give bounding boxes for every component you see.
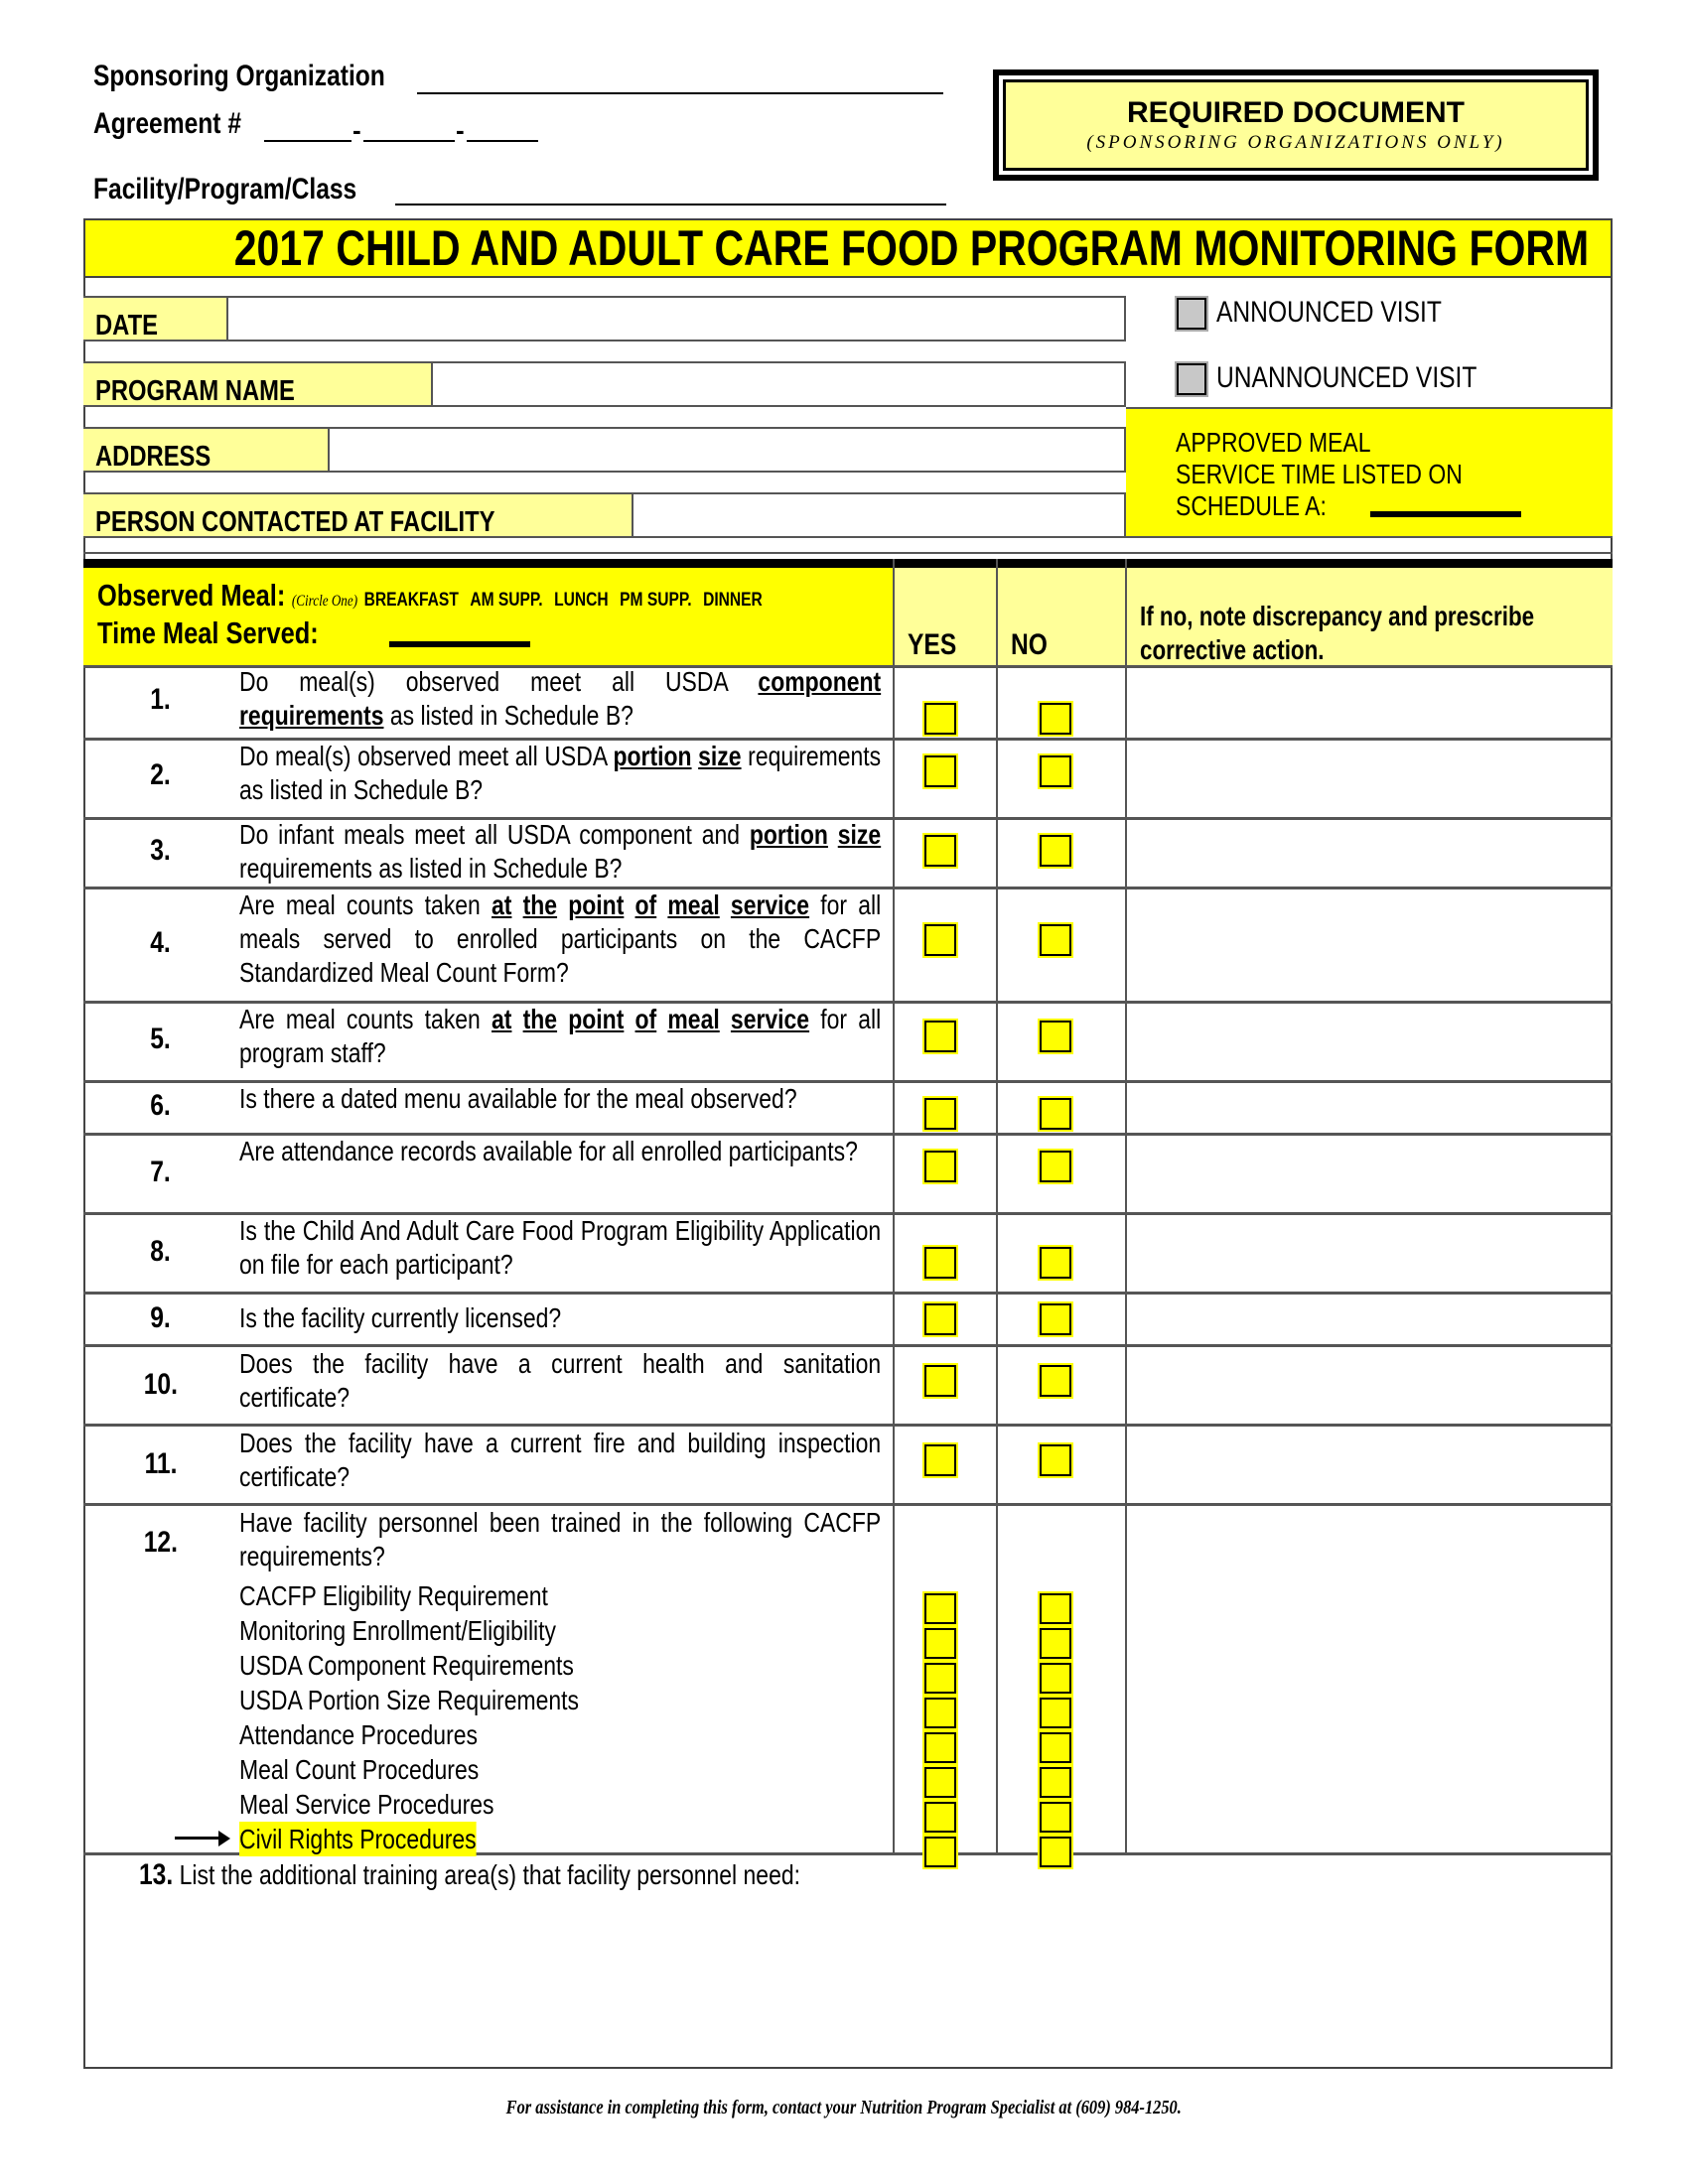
- question-2-text: Do meal(s) observed meet all USDA portion size requirements as listed in Schedule B?: [239, 741, 882, 805]
- training-item-civil-rights: Civil Rights Procedures: [239, 1824, 477, 1854]
- section-divider-thin: [83, 552, 1613, 554]
- date-row: [83, 296, 1126, 341]
- agreement-dash-1: -: [352, 115, 361, 145]
- question-5-no-checkbox[interactable]: [1040, 1021, 1071, 1052]
- facility-line: [93, 173, 414, 206]
- facility-field[interactable]: [395, 204, 946, 205]
- question-7-yes-checkbox[interactable]: [924, 1151, 956, 1182]
- agreement-line: [93, 107, 274, 141]
- question-12-text: Have facility personnel been trained in the following CACFP requirements?: [239, 1507, 882, 1571]
- required-document-box: [993, 69, 1599, 181]
- training-attendance-no-checkbox[interactable]: [1040, 1732, 1071, 1763]
- training-monitoring-yes-checkbox[interactable]: [924, 1628, 956, 1659]
- unannounced-visit-checkbox[interactable]: [1177, 363, 1206, 395]
- column-divider-note: [1125, 559, 1127, 1854]
- question-10-no-checkbox[interactable]: [1040, 1365, 1071, 1397]
- announced-visit-checkbox[interactable]: [1177, 298, 1206, 330]
- training-item-meal-service: Meal Service Procedures: [239, 1789, 494, 1820]
- approved-meal-time-box: [1126, 407, 1613, 538]
- question-number-10: 10.: [143, 1368, 179, 1401]
- training-item-portion-size: USDA Portion Size Requirements: [239, 1685, 580, 1715]
- program-name-label: PROGRAM NAME: [83, 363, 433, 405]
- arrow-head-icon: [218, 1831, 230, 1846]
- question-7-text: Are attendance records available for all enrolled participants?: [239, 1136, 858, 1166]
- training-item-eligibility: CACFP Eligibility Requirement: [239, 1580, 548, 1611]
- agreement-part-3-field[interactable]: [467, 140, 538, 142]
- unannounced-visit-label: UNANNOUNCED VISIT: [1216, 361, 1477, 394]
- training-component-no-checkbox[interactable]: [1040, 1663, 1071, 1694]
- question-9-text: Is the facility currently licensed?: [239, 1302, 562, 1333]
- meal-option-pm-supp[interactable]: PM SUPP.: [620, 590, 692, 611]
- sponsoring-organization-field[interactable]: [417, 92, 943, 94]
- meal-option-breakfast[interactable]: BREAKFAST: [363, 590, 459, 611]
- form-title: 2017 CHILD AND ADULT CARE FOOD PROGRAM MONITORING FORM: [233, 220, 1590, 276]
- question-6-text: Is there a dated menu available for the meal observed?: [239, 1083, 797, 1114]
- question-4-no-checkbox[interactable]: [1040, 924, 1071, 956]
- address-label: ADDRESS: [83, 429, 330, 471]
- agreement-dash-2: -: [456, 115, 465, 145]
- person-contacted-input[interactable]: [635, 494, 1124, 536]
- yes-column-header: YES: [894, 568, 997, 666]
- training-meal-count-yes-checkbox[interactable]: [924, 1767, 956, 1798]
- meal-option-dinner[interactable]: DINNER: [703, 590, 763, 611]
- question-6-yes-checkbox[interactable]: [924, 1098, 956, 1130]
- section-divider-thick: [83, 559, 1613, 568]
- approved-meal-line-3: SCHEDULE A:: [1176, 490, 1327, 521]
- question-10-yes-checkbox[interactable]: [924, 1365, 956, 1397]
- question-11-yes-checkbox[interactable]: [924, 1444, 956, 1476]
- question-8-no-checkbox[interactable]: [1040, 1247, 1071, 1279]
- training-eligibility-no-checkbox[interactable]: [1040, 1593, 1071, 1624]
- question-number-13: 13.: [139, 1858, 174, 1891]
- training-meal-count-no-checkbox[interactable]: [1040, 1767, 1071, 1798]
- announced-visit-label: ANNOUNCED VISIT: [1216, 296, 1442, 329]
- training-meal-service-no-checkbox[interactable]: [1040, 1802, 1071, 1833]
- approved-meal-line-1: APPROVED MEAL: [1176, 427, 1371, 458]
- question-3-text: Do infant meals meet all USDA component and portion size requirements as listed in Schedule B?: [239, 819, 882, 884]
- additional-training-textarea[interactable]: [99, 1906, 1599, 2055]
- question-number-6: 6.: [150, 1089, 172, 1122]
- question-number-5: 5.: [150, 1023, 172, 1055]
- question-13-text: List the additional training area(s) that facility personnel need:: [179, 1859, 800, 1890]
- note-column-header: If no, note discrepancy and prescribe corrective action.: [1126, 568, 1613, 666]
- approved-meal-time-field[interactable]: [1370, 511, 1521, 517]
- agreement-part-1-field[interactable]: [264, 140, 352, 142]
- time-meal-served-label: Time Meal Served:: [97, 615, 319, 650]
- announced-visit-option[interactable]: [1177, 296, 1491, 330]
- question-2-no-checkbox[interactable]: [1040, 755, 1071, 787]
- training-portion-no-checkbox[interactable]: [1040, 1698, 1071, 1728]
- person-contacted-row: [83, 492, 1126, 538]
- arrow-icon: [175, 1837, 220, 1840]
- question-13: [139, 1858, 945, 1892]
- question-number-12: 12.: [143, 1526, 179, 1559]
- question-1-text: Do meal(s) observed meet all USDA component requirements as listed in Schedule B?: [239, 666, 882, 731]
- training-item-monitoring: Monitoring Enrollment/Eligibility: [239, 1615, 557, 1646]
- meal-option-am-supp[interactable]: AM SUPP.: [470, 590, 543, 611]
- observed-meal-label: Observed Meal:: [97, 578, 286, 613]
- person-contacted-label: PERSON CONTACTED AT FACILITY: [83, 494, 633, 536]
- question-number-2: 2.: [150, 758, 172, 791]
- address-input[interactable]: [332, 429, 1124, 471]
- question-number-8: 8.: [150, 1235, 172, 1268]
- agreement-part-2-field[interactable]: [363, 140, 455, 142]
- sponsoring-organization-line: [93, 60, 449, 93]
- question-number-9: 9.: [150, 1301, 172, 1334]
- question-1-no-checkbox[interactable]: [1040, 703, 1071, 735]
- form-title-bar: [83, 218, 1613, 278]
- required-document-inner: [1003, 79, 1589, 171]
- question-3-no-checkbox[interactable]: [1040, 835, 1071, 867]
- agreement-label: Agreement #: [93, 107, 242, 140]
- question-number-7: 7.: [150, 1156, 172, 1188]
- question-4-yes-checkbox[interactable]: [924, 924, 956, 956]
- question-6-no-checkbox[interactable]: [1040, 1098, 1071, 1130]
- date-label: DATE: [83, 298, 228, 340]
- training-monitoring-no-checkbox[interactable]: [1040, 1628, 1071, 1659]
- sponsoring-organization-label: Sponsoring Organization: [93, 60, 385, 92]
- observed-meal-header: [83, 568, 894, 666]
- training-civil-rights-no-checkbox[interactable]: [1040, 1837, 1071, 1867]
- training-component-yes-checkbox[interactable]: [924, 1663, 956, 1694]
- question-9-no-checkbox[interactable]: [1040, 1303, 1071, 1335]
- facility-label: Facility/Program/Class: [93, 173, 357, 205]
- column-divider-no: [996, 559, 998, 1854]
- training-portion-yes-checkbox[interactable]: [924, 1698, 956, 1728]
- training-attendance-yes-checkbox[interactable]: [924, 1732, 956, 1763]
- question-3-yes-checkbox[interactable]: [924, 835, 956, 867]
- question-2-yes-checkbox[interactable]: [924, 755, 956, 787]
- no-column-header: NO: [997, 568, 1126, 666]
- address-row: [83, 427, 1126, 473]
- question-1-yes-checkbox[interactable]: [924, 703, 956, 735]
- program-name-row: [83, 361, 1126, 407]
- program-name-input[interactable]: [435, 363, 1124, 405]
- required-document-title: REQUIRED DOCUMENT: [1126, 96, 1465, 129]
- question-9-yes-checkbox[interactable]: [924, 1303, 956, 1335]
- time-meal-served-field[interactable]: [389, 641, 530, 647]
- footer-assistance-note: For assistance in completing this form, contact your Nutrition Program Specialist at (609) 984-1250.: [505, 2097, 1183, 2118]
- row-divider: [83, 1292, 1613, 1295]
- training-item-component: USDA Component Requirements: [239, 1650, 574, 1681]
- required-document-subtitle: (SPONSORING ORGANIZATIONS ONLY): [1086, 132, 1505, 153]
- training-meal-service-yes-checkbox[interactable]: [924, 1802, 956, 1833]
- question-10-text: Does the facility have a current health and sanitation certificate?: [239, 1348, 882, 1413]
- question-8-yes-checkbox[interactable]: [924, 1247, 956, 1279]
- unannounced-visit-option[interactable]: [1177, 361, 1534, 395]
- question-number-1: 1.: [150, 683, 172, 716]
- question-11-text: Does the facility have a current fire and building inspection certificate?: [239, 1428, 882, 1492]
- question-5-yes-checkbox[interactable]: [924, 1021, 956, 1052]
- circle-one-hint: (Circle One): [291, 593, 358, 610]
- date-input[interactable]: [230, 298, 1124, 340]
- training-item-meal-count: Meal Count Procedures: [239, 1754, 480, 1785]
- question-11-no-checkbox[interactable]: [1040, 1444, 1071, 1476]
- training-eligibility-yes-checkbox[interactable]: [924, 1593, 956, 1624]
- approved-meal-line-2: SERVICE TIME LISTED ON: [1176, 459, 1463, 489]
- training-item-attendance: Attendance Procedures: [239, 1719, 478, 1750]
- question-number-3: 3.: [150, 834, 172, 867]
- question-5-text: Are meal counts taken at the point of meal service for all program staff?: [239, 1004, 882, 1068]
- question-number-11: 11.: [144, 1447, 178, 1480]
- question-8-text: Is the Child And Adult Care Food Program Eligibility Application on file for each participant?: [239, 1215, 882, 1280]
- meal-option-lunch[interactable]: LUNCH: [554, 590, 609, 611]
- question-7-no-checkbox[interactable]: [1040, 1151, 1071, 1182]
- column-divider-yes: [893, 559, 895, 1854]
- question-4-text: Are meal counts taken at the point of meal service for all meals served to enrolled participants on the CACFP Standardized Meal Count Form?: [239, 889, 882, 988]
- question-number-4: 4.: [150, 926, 172, 959]
